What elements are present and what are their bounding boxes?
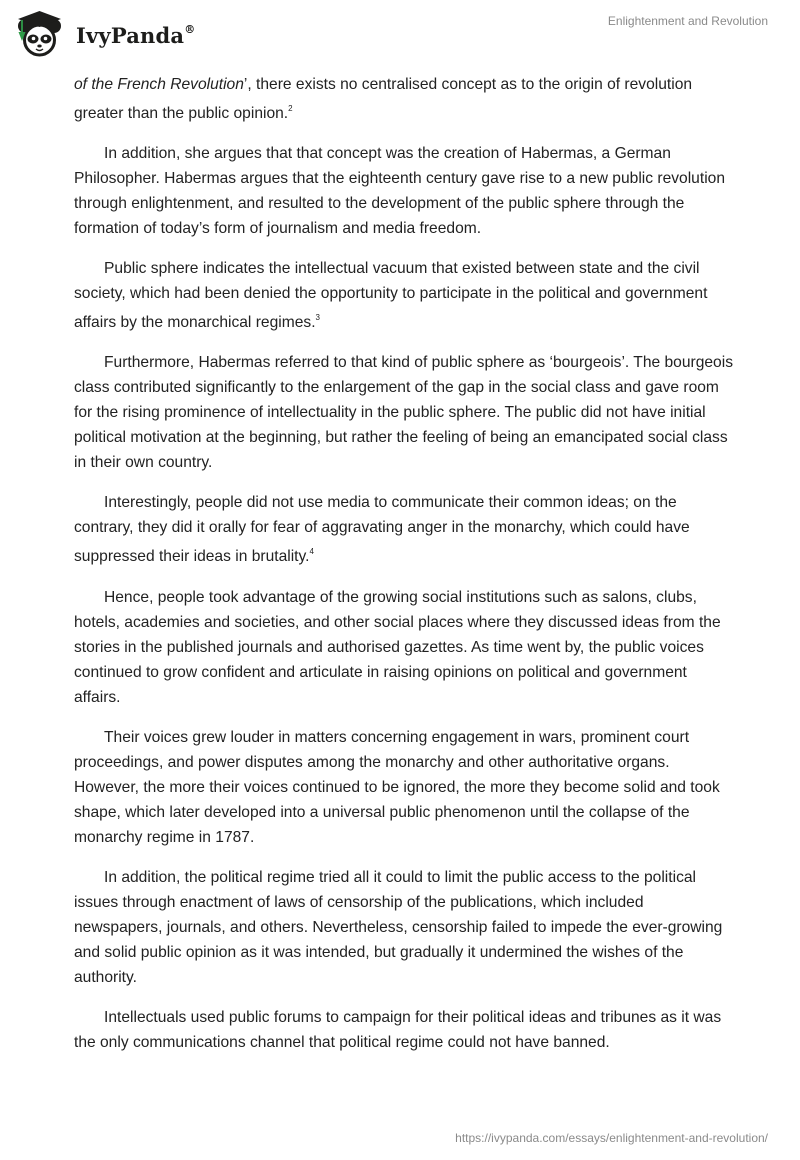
paragraph: Their voices grew louder in matters concerning engagement in wars, prominent court proceedings, and power disputes among the monarchy and other authoritative organs. However, the more their voices continued to be ignored, the more they become solid and took shape, which later developed into a universal public phenomenon until the collapse of the monarchy regime in 1787.	[74, 728, 720, 846]
source-url-link[interactable]: https://ivypanda.com/essays/enlightenment-and-revolution/	[455, 1131, 768, 1145]
book-title: of the French Revolution	[74, 76, 244, 93]
paragraph: Hence, people took advantage of the growing social institutions such as salons, clubs, hotels, academies and societies, and other social places where they discussed ideas from the stories in the published journals and authorised gazettes. As time went by, the public voices continued to grow confident and articulate in raising opinions on political and government affairs.	[74, 588, 721, 706]
footnote-ref: 3	[315, 313, 320, 323]
paragraph: Furthermore, Habermas referred to that kind of public sphere as ‘bourgeois’. The bourgeois class contributed significantly to the enlargement of the gap in the social class and gave room for the rising prominence of intellectuality in the public sphere. The public did not have initial political motivation at the beginning, but rather the feeling of being an emancipated social class in their own country.	[74, 354, 733, 472]
registered-mark: ®	[184, 22, 196, 36]
brand-name: IvyPanda®	[76, 22, 196, 48]
page-header	[0, 0, 800, 70]
essay-body	[74, 72, 734, 1070]
document-title: Enlightenment and Revolution	[607, 14, 768, 28]
panda-graduate-icon	[14, 9, 66, 59]
ivypanda-logo[interactable]	[14, 9, 195, 59]
paragraph: of the French Revolution’, there exists no centralised concept as to the origin of revolution greater than the public opinion.$^2$	[74, 76, 693, 123]
paragraph: In addition, the political regime tried all it could to limit the public access to the political issues through enactment of laws of censorship of the publications, which included newspapers, journals, and others. Nevertheless, censorship failed to impede the ever-growing and solid public opinion as it was intended, but gradually it undermined the wishes of the authority.	[74, 868, 723, 986]
footnote-ref: 2	[288, 104, 293, 113]
paragraph: Public sphere indicates the intellectual vacuum that existed between state and the civil society, which had been denied the opportunity to participate in the political and government affairs by the monarchical regimes.$^3$	[74, 260, 708, 332]
paragraph: Intellectuals used public forums to campaign for their political ideas and tribunes as it was the only communications channel that political regime could not have banned.	[74, 1008, 722, 1051]
paragraph: In addition, she argues that that concept was the creation of Habermas, a German Philosopher. Habermas argues that the eighteenth century gave rise to a new public revolution through enlightenment, and resulted to the development of the public sphere through the formation of today’s form of journalism and media freedom.	[74, 145, 726, 238]
footnote-ref: 4	[309, 547, 314, 557]
paragraph: Interestingly, people did not use media to communicate their common ideas; on the contrary, they did it orally for fear of aggravating anger in the monarchy, which could have suppressed their ideas in brutality.$^4$	[74, 494, 690, 566]
